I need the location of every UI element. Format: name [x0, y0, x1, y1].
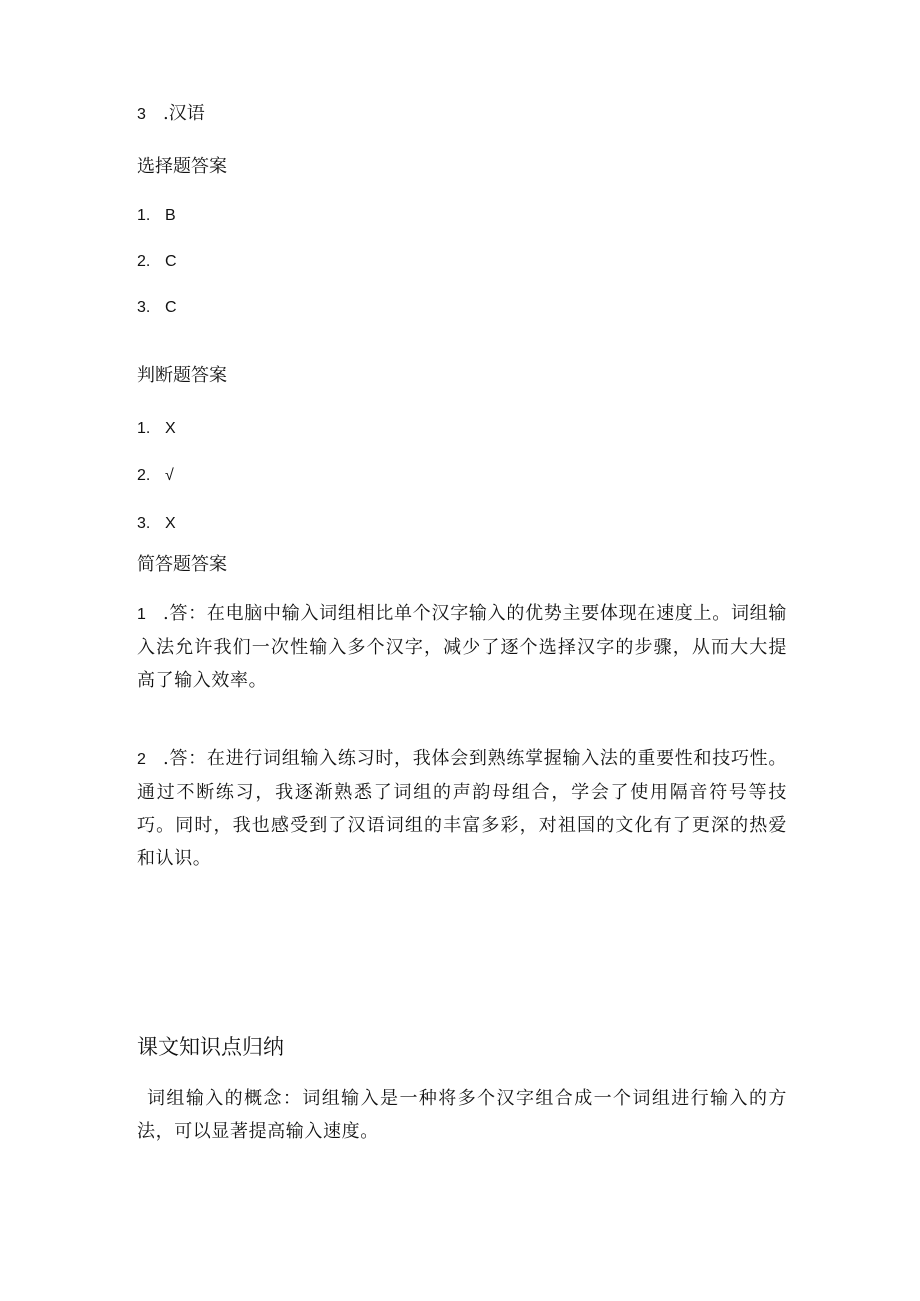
item-number: 1. [137, 420, 151, 437]
item-number: 2 [137, 751, 147, 768]
item-number: 3 [137, 106, 146, 123]
choice-section-title: 选择题答案 [137, 156, 227, 177]
item-text: .答：在进行词组输入练习时，我体会到熟练掌握输入法的重要性和技巧性。通过不断练习，我逐渐熟悉了词组的声韵母组合，学会了使用隔音符号等技巧。同时，我也感受到了汉语词组的丰富多彩，对祖国的文化有了更深的热爱和认识。 [137, 748, 787, 869]
knowledge-summary: 词组输入的概念：词组输入是一种将多个汉字组合成一个词组进行输入的方法，可以显著提高输入速度。 [137, 1088, 787, 1142]
judge-section-title: 判断题答案 [137, 365, 227, 386]
choice-answer-1 [137, 205, 176, 226]
judge-answer-2 [137, 465, 174, 486]
short-answer-2 [137, 742, 787, 875]
item-answer: B [165, 207, 176, 224]
item-number: 3. [137, 299, 151, 316]
item-number: 2. [137, 467, 151, 484]
item-answer: X [165, 515, 176, 532]
judge-answer-3 [137, 513, 176, 534]
choice-answer-2 [137, 251, 177, 272]
item-number: 2. [137, 253, 151, 270]
item-text: .汉语 [163, 103, 205, 124]
judge-answer-1 [137, 418, 176, 439]
short-section-title: 简答题答案 [137, 554, 227, 575]
item-answer: C [165, 299, 177, 316]
item-number: 3. [137, 515, 151, 532]
item-answer: X [165, 420, 176, 437]
item-answer: C [165, 253, 177, 270]
item-number: 1 [137, 606, 147, 623]
item-answer: √ [165, 467, 174, 484]
item-number: 1. [137, 207, 151, 224]
knowledge-heading: 课文知识点归纳 [137, 1035, 284, 1059]
short-answer-1 [137, 597, 787, 697]
fill-answer-3 [137, 104, 205, 125]
choice-answer-3 [137, 297, 177, 318]
item-text: .答：在电脑中输入词组相比单个汉字输入的优势主要体现在速度上。词组输入法允许我们一次性输入多个汉字，减少了逐个选择汉字的步骤，从而大大提高了输入效率。 [137, 603, 787, 691]
